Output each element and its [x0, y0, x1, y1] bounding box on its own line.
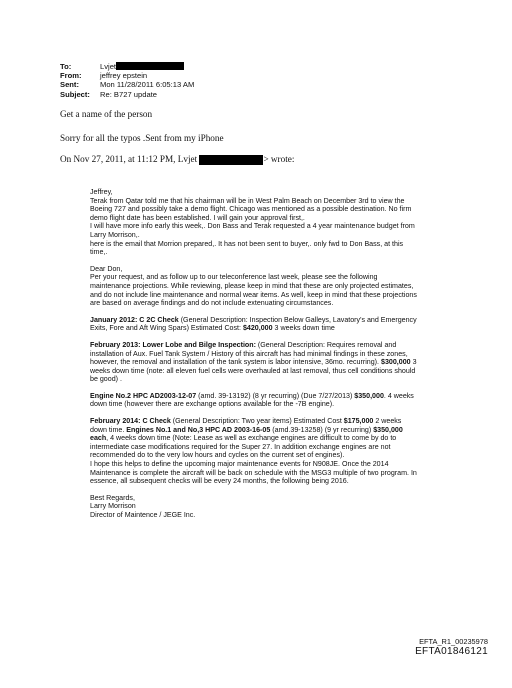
quote-prefix: On Nov 27, 2011, at 11:12 PM, Lvjet	[60, 154, 198, 164]
item-text: (amd. 39-13192) (8 yr recurring) (Due 7/27/2013)	[196, 391, 355, 400]
item-heading: February 2014: C Check	[90, 417, 171, 426]
item-cost: $350,000 each	[90, 425, 403, 443]
item-cost: $350,000	[354, 391, 384, 400]
reply-line-2: Sorry for all the typos .Sent from my iPhone	[60, 133, 224, 143]
item-january-2012	[90, 316, 420, 333]
subject-label: Subject:	[60, 89, 90, 99]
redaction-block	[199, 155, 263, 165]
to-row	[60, 62, 194, 71]
paragraph-morrison-email: here is the email that Morrion prepared,. It has not been sent to buyer,. only fwd to Don Bass, at this time,.	[90, 239, 404, 257]
item-text: (General Description: Inspection Below Galleys, Lavatory's and Emergency Exits, Fore and Aft Wing Spars) Estimated Cost:	[90, 315, 417, 333]
bates-number-2: EFTA01846121	[415, 646, 488, 657]
item-heading: Engines No.1 and No,3 HPC AD 2003-16-05	[126, 425, 271, 434]
signature-name: Larry Morrison	[90, 502, 136, 511]
sent-value: Mon 11/28/2011 6:05:13 AM	[100, 80, 195, 90]
item-heading: Engine No.2 HPC AD2003-12-07	[90, 391, 197, 400]
quote-attribution	[60, 154, 294, 165]
item-cost: $175,000	[343, 417, 374, 426]
paragraph-n908je: I hope this helps to define the upcoming major maintenance events for N908JE. Once the 2014 Maintenance is complete the aircraft will be back on schedule with the MSG3 multiple of two program. In essence, all subsequent checks will be every 24 months, the following being 2016.	[90, 460, 417, 486]
item-february-2014	[90, 417, 420, 460]
subject-row	[60, 90, 194, 99]
item-text: 2 weeks down time.	[90, 417, 402, 434]
redaction-block	[116, 62, 184, 70]
item-text: 3 weeks down time (note: all eleven fuel cells were overhauled at last removal, thus cell conditions should be good) .	[90, 358, 417, 384]
item-text: . 4 weeks down time (however there are exchange options available for the -7B engine).	[90, 391, 414, 409]
quote-suffix: > wrote:	[263, 154, 295, 164]
item-cost: $300,000	[381, 358, 411, 367]
item-text: 3 weeks down time	[272, 324, 335, 333]
paragraph-qatar: Terak from Qatar told me that his chairman will be in West Palm Beach on December 3rd to view the Boeing 727 and possibly take a demo flight. Chicago was mentioned as a possible destination. No firm demo flight date has been established. I will gain your approval first,.	[90, 196, 412, 222]
greeting-jeffrey: Jeffrey,	[90, 188, 113, 196]
item-cost: $420,000	[242, 324, 273, 333]
email-header	[60, 62, 194, 99]
item-text: (General Description: Two year items) Estimated Cost	[170, 417, 344, 426]
bates-number-1: EFTA_R1_00235978	[419, 637, 488, 646]
to-value: Lvjet	[100, 62, 117, 71]
paragraph-budget: I will have more info early this week,. Don Bass and Terak requested a 4 year maintenance budget from Larry Morrison,.	[90, 222, 415, 239]
from-label: From:	[60, 71, 82, 81]
closing: Best Regards,	[90, 493, 135, 502]
signature-title: Director of Maintence / JEGE Inc.	[90, 511, 196, 519]
greeting-don: Dear Don,	[90, 264, 123, 273]
item-engine-no2	[90, 392, 420, 409]
sent-label: Sent:	[60, 80, 79, 90]
subject-value: Re: B727 update	[100, 89, 157, 99]
from-value: jeffrey epstein	[100, 71, 148, 81]
paragraph-request: Per your request, and as follow up to our teleconference last week, please see the following maintenance projections. While reviewing, please keep in mind that these are only projected estimates, and do not include line maintenance and normal wear items. As well, keep in mind that these projections are based on average findings and do not include extenuating circumstances.	[90, 273, 417, 308]
reply-line-1: Get a name of the person	[60, 109, 153, 119]
item-text: , 4 weeks down time (Note: Lease as well as exchange engines are difficult to come by do to intermediate case modifications required for the Super 27. In addition exchange engines are not recommended do to the very low hours and cycles on the current set of engines).	[90, 434, 397, 460]
item-february-2013	[90, 341, 420, 384]
item-text: (General Description: Requires removal and installation of Aux. Fuel Tank System / History of this aircraft has had minimal findings in these zones, however, the removal and installation of the tank system is labor intensive, 36mo. recurring).	[90, 340, 408, 367]
to-label: To:	[60, 62, 72, 71]
item-text: (amd.39-13258) (9 yr recurring)	[270, 425, 374, 434]
from-row	[60, 71, 194, 80]
item-heading: February 2013: Lower Lobe and Bilge Inspection:	[90, 340, 256, 349]
sent-row	[60, 80, 194, 89]
item-heading: January 2012: C 2C Check	[90, 315, 179, 324]
quoted-message	[90, 188, 420, 520]
